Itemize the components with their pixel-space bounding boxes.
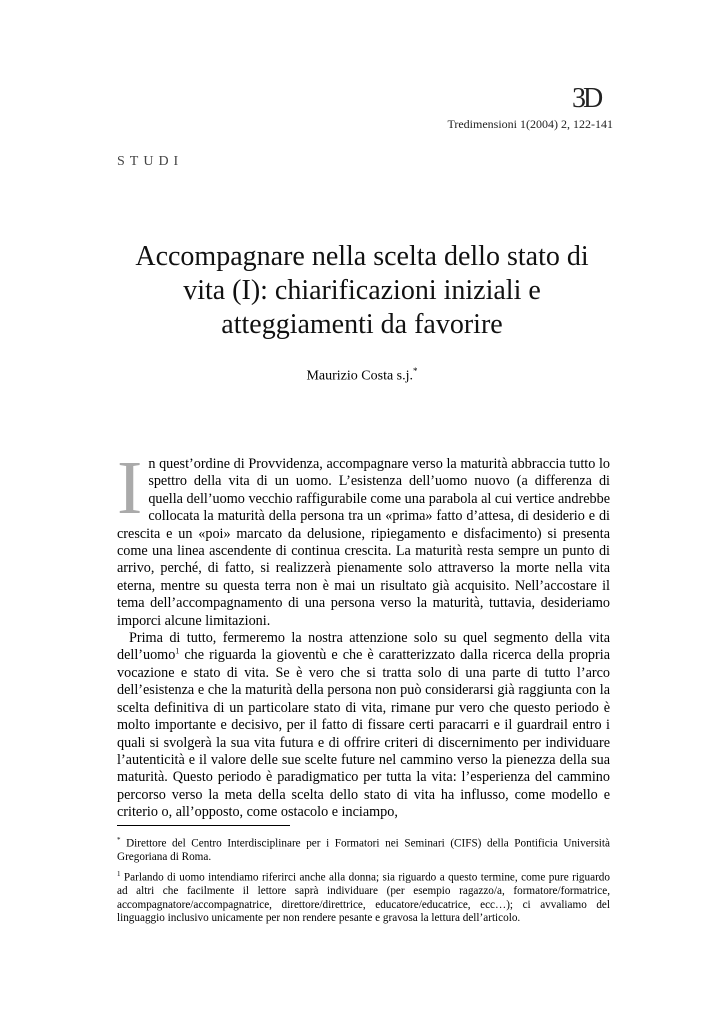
footnote-mark: 1 bbox=[117, 869, 121, 878]
journal-logo: 3D bbox=[572, 83, 601, 114]
article-title: Accompagnare nella scelta dello stato di vita (I): chiarificazioni iniziali e atteggiamenti da favorire bbox=[135, 241, 589, 340]
drop-cap: I bbox=[117, 446, 143, 530]
paragraph-2-text-b: che riguarda la gioventù e che è caratterizzato dalla ricerca della propria vocazione e stato di vita. Se è vero che si tratta solo di una parte di tutto l’arco dell’esistenza e che la maturità della persona non può considerarsi già raggiunta con la scelta definitiva di un particolare stato di vita, rimane pur vero che questo periodo è molto importante e decisivo, per il fatto di fissare certi paracarri e il guardrail entro i quali si svolgerà la sua vita futura e di offrire criteri di discernimento per individuare l’autenticità e il valore delle sue scelte future nel cammino verso la pienezza della sua maturità. Questo periodo è paradigmatico per tutta la vita: l’esperienza del cammino percorso verso la meta della scelta dello stato di vita ha influsso, come modello e criterio o, all’opposto, come ostacolo e inciampo, bbox=[117, 647, 610, 821]
journal-reference: Tredimensioni 1(2004) 2, 122-141 bbox=[447, 117, 613, 131]
author-footnote-mark: * bbox=[413, 366, 418, 376]
footnotes bbox=[117, 834, 610, 929]
footnote-text: Direttore del Centro Interdisciplinare per i Formatori nei Seminari (CIFS) della Pontificia Università Gregoriana di Roma. bbox=[117, 837, 610, 864]
section-label: STUDI bbox=[117, 154, 184, 169]
footnote bbox=[117, 834, 610, 865]
paragraph-2 bbox=[117, 630, 610, 821]
author-name: Maurizio Costa s.j. bbox=[306, 368, 414, 384]
footnote-ref-1: 1 bbox=[175, 646, 180, 656]
article-body bbox=[117, 446, 610, 822]
footnote-mark: * bbox=[117, 836, 121, 844]
footnote-divider bbox=[117, 825, 290, 826]
paragraph-2-text-a: Prima di tutto, fermeremo la nostra attenzione solo su quel segmento della vita dell’uomo bbox=[117, 630, 610, 664]
paragraph-1 bbox=[117, 446, 610, 630]
footnote-text: Parlando di uomo intendiamo riferirci anche alla donna; sia riguardo a questo termine, come pure riguardo ad altri che facilmente il lettore saprà individuare (per esempio ragazzo/a, formatore/formatrice, accompagnatore/accompagnatrice, direttore/direttrice, educatore/educatrice, ecc…); ci avvaliamo del linguaggio inclusivo unicamente per non rendere pesante e gravosa la lettura dell’articolo. bbox=[117, 871, 610, 925]
paragraph-1-text: n quest’ordine di Provvidenza, accompagnare verso la maturità abbraccia tutto lo spettro della vita di un uomo. L’esistenza dell’uomo nuovo (a differenza di quella dell’uomo vecchio raffigurabile come una parabola al cui vertice andrebbe collocata la maturità della persona tra un «prima» fatto d’attesa, di desiderio e di crescita e un «poi» marcato da delusione, ripiegamento e disfacimento) si presenta come una linea ascendente di continua crescita. La maturità resta sempre un punto di arrivo, perché, di fatto, si realizzerà pienamente solo attraverso la morte nella vita eterna, mentre su questa terra non è mai un risultato già acquisito. Nell’accostare il tema dell’accompagnamento di una persona verso la maturità, tuttavia, desideriamo imporci alcune limitazioni. bbox=[117, 456, 610, 629]
author-line bbox=[117, 366, 607, 385]
footnote bbox=[117, 868, 610, 926]
